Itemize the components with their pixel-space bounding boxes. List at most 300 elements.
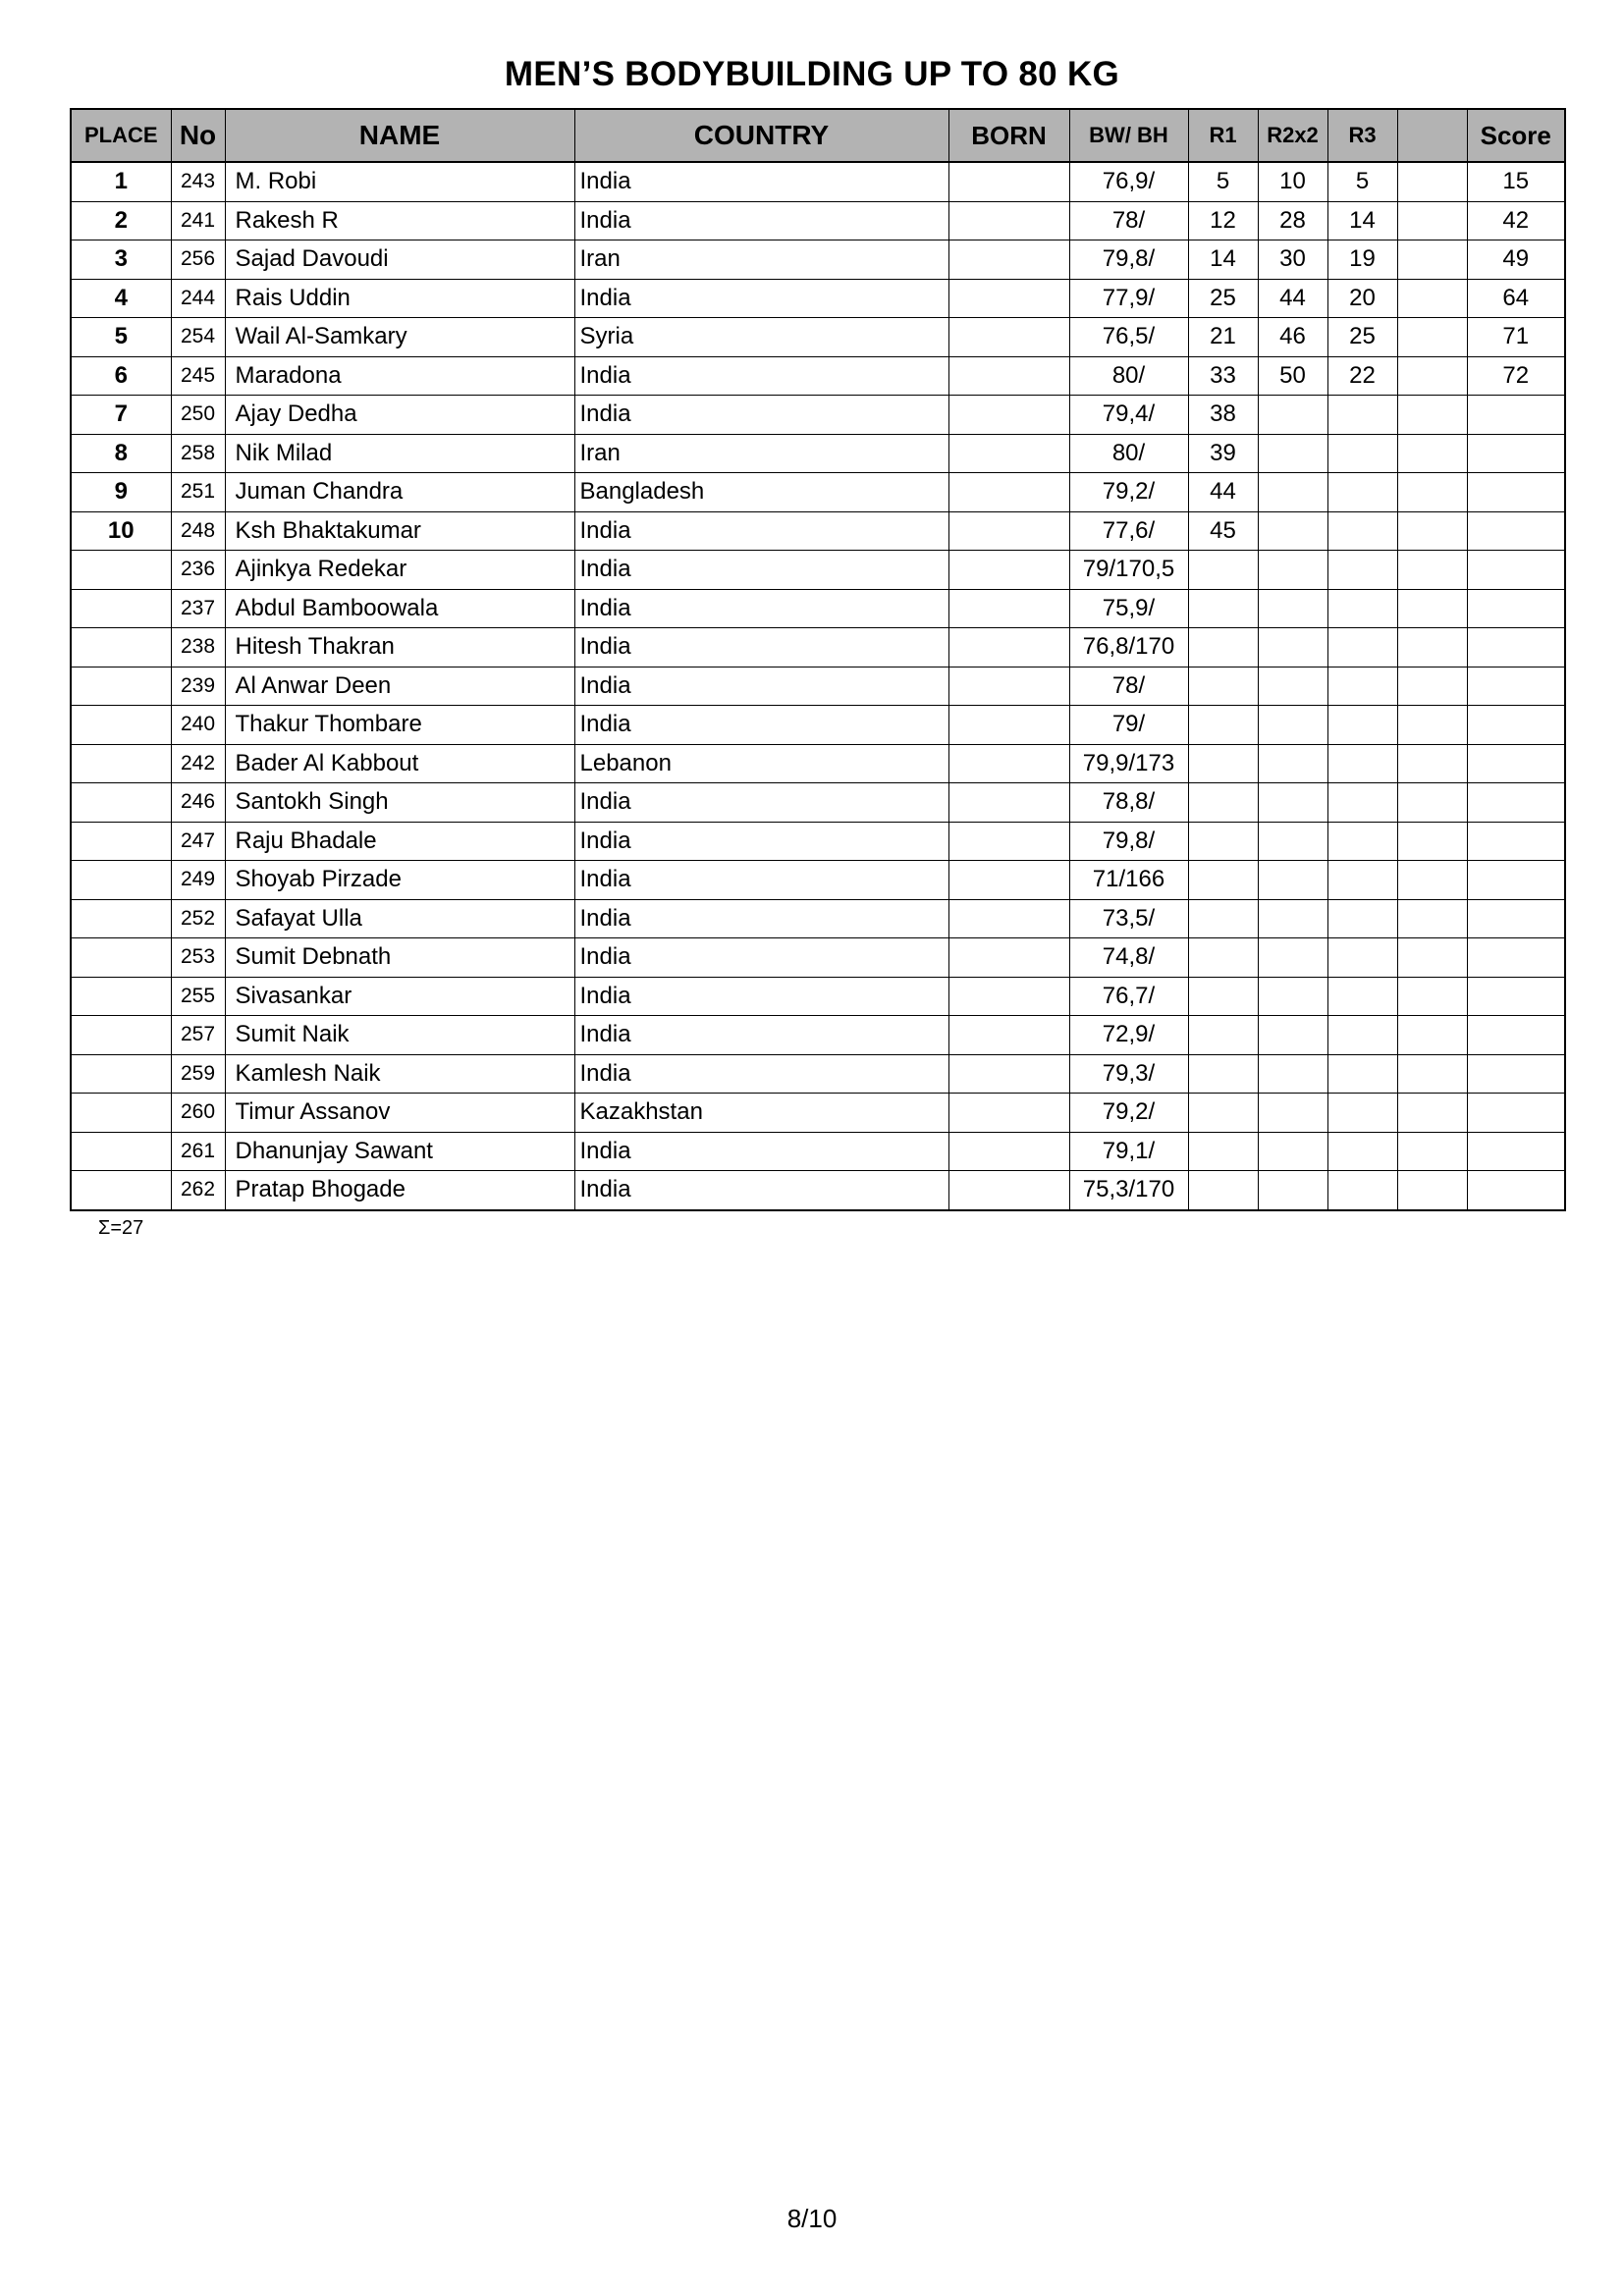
score-cell	[1467, 396, 1565, 435]
round3-cell	[1327, 938, 1397, 978]
blank-cell	[1397, 511, 1467, 551]
born-cell	[948, 1094, 1069, 1133]
blank-cell	[1397, 899, 1467, 938]
bodyweight-cell: 76,9/	[1069, 162, 1188, 201]
blank-cell	[1397, 356, 1467, 396]
born-cell	[948, 977, 1069, 1016]
bodyweight-cell: 79,2/	[1069, 1094, 1188, 1133]
born-cell	[948, 938, 1069, 978]
page-number: 8/10	[786, 2204, 838, 2233]
table-row	[71, 201, 1565, 240]
table-row	[71, 396, 1565, 435]
blank-cell	[1397, 318, 1467, 357]
bodyweight-cell: 71/166	[1069, 861, 1188, 900]
round1-cell: 14	[1188, 240, 1258, 280]
bodyweight-cell: 76,8/170	[1069, 628, 1188, 667]
place-cell: 2	[71, 201, 171, 240]
round3-cell	[1327, 511, 1397, 551]
country-cell: Lebanon	[574, 744, 948, 783]
bodyweight-cell: 73,5/	[1069, 899, 1188, 938]
score-cell	[1467, 744, 1565, 783]
bodyweight-cell: 78/	[1069, 667, 1188, 706]
name-cell: Juman Chandra	[225, 473, 574, 512]
born-cell	[948, 667, 1069, 706]
number-cell: 250	[171, 396, 225, 435]
round1-cell	[1188, 628, 1258, 667]
page-title: MEN’S BODYBUILDING UP TO 80 KG	[504, 55, 1120, 93]
number-cell: 244	[171, 279, 225, 318]
round3-cell: 20	[1327, 279, 1397, 318]
name-cell: Abdul Bamboowala	[225, 589, 574, 628]
column-header-name: NAME	[225, 109, 574, 162]
place-cell	[71, 1171, 171, 1210]
number-cell: 246	[171, 783, 225, 823]
round3-cell	[1327, 628, 1397, 667]
table-row	[71, 1094, 1565, 1133]
column-header-bw-bh: BW/ BH	[1069, 109, 1188, 162]
blank-cell	[1397, 1171, 1467, 1210]
name-cell: Timur Assanov	[225, 1094, 574, 1133]
name-cell: Bader Al Kabbout	[225, 744, 574, 783]
born-cell	[948, 1171, 1069, 1210]
table-row	[71, 1171, 1565, 1210]
bodyweight-cell: 78,8/	[1069, 783, 1188, 823]
country-cell: Iran	[574, 240, 948, 280]
round1-cell: 21	[1188, 318, 1258, 357]
header-row	[71, 109, 1565, 162]
table-row	[71, 938, 1565, 978]
table-row	[71, 551, 1565, 590]
born-cell	[948, 434, 1069, 473]
country-cell: India	[574, 356, 948, 396]
bodyweight-cell: 79,2/	[1069, 473, 1188, 512]
table-row	[71, 589, 1565, 628]
round2-cell: 46	[1258, 318, 1327, 357]
country-cell: India	[574, 628, 948, 667]
country-cell: India	[574, 279, 948, 318]
name-cell: Thakur Thombare	[225, 706, 574, 745]
table-row	[71, 1132, 1565, 1171]
number-cell: 257	[171, 1016, 225, 1055]
born-cell	[948, 396, 1069, 435]
round1-cell: 44	[1188, 473, 1258, 512]
blank-cell	[1397, 1054, 1467, 1094]
round2-cell	[1258, 473, 1327, 512]
blank-cell	[1397, 667, 1467, 706]
blank-cell	[1397, 279, 1467, 318]
round2-cell	[1258, 1016, 1327, 1055]
score-cell	[1467, 1054, 1565, 1094]
number-cell: 248	[171, 511, 225, 551]
table-body	[71, 162, 1565, 1210]
score-cell	[1467, 1171, 1565, 1210]
country-cell: India	[574, 1132, 948, 1171]
name-cell: Sumit Debnath	[225, 938, 574, 978]
table-row	[71, 473, 1565, 512]
place-cell	[71, 1094, 171, 1133]
name-cell: Al Anwar Deen	[225, 667, 574, 706]
blank-cell	[1397, 1094, 1467, 1133]
number-cell: 255	[171, 977, 225, 1016]
blank-cell	[1397, 783, 1467, 823]
name-cell: Nik Milad	[225, 434, 574, 473]
round3-cell	[1327, 1054, 1397, 1094]
table-header	[71, 109, 1565, 162]
place-cell: 5	[71, 318, 171, 357]
score-cell: 42	[1467, 201, 1565, 240]
country-cell: India	[574, 938, 948, 978]
number-cell: 247	[171, 822, 225, 861]
country-cell: India	[574, 977, 948, 1016]
number-cell: 238	[171, 628, 225, 667]
round1-cell: 39	[1188, 434, 1258, 473]
table-row	[71, 318, 1565, 357]
blank-cell	[1397, 977, 1467, 1016]
born-cell	[948, 162, 1069, 201]
place-cell	[71, 783, 171, 823]
round2-cell	[1258, 667, 1327, 706]
round1-cell: 33	[1188, 356, 1258, 396]
name-cell: Ksh Bhaktakumar	[225, 511, 574, 551]
round2-cell	[1258, 861, 1327, 900]
country-cell: India	[574, 511, 948, 551]
born-cell	[948, 201, 1069, 240]
column-header-blank	[1397, 109, 1467, 162]
blank-cell	[1397, 473, 1467, 512]
number-cell: 256	[171, 240, 225, 280]
country-cell: India	[574, 1016, 948, 1055]
place-cell	[71, 628, 171, 667]
name-cell: Maradona	[225, 356, 574, 396]
country-cell: India	[574, 822, 948, 861]
round1-cell	[1188, 1171, 1258, 1210]
name-cell: Safayat Ulla	[225, 899, 574, 938]
blank-cell	[1397, 240, 1467, 280]
round2-cell	[1258, 628, 1327, 667]
round1-cell: 5	[1188, 162, 1258, 201]
number-cell: 239	[171, 667, 225, 706]
blank-cell	[1397, 396, 1467, 435]
round1-cell	[1188, 1016, 1258, 1055]
round3-cell: 19	[1327, 240, 1397, 280]
born-cell	[948, 822, 1069, 861]
number-cell: 259	[171, 1054, 225, 1094]
table-row	[71, 162, 1565, 201]
blank-cell	[1397, 628, 1467, 667]
blank-cell	[1397, 1132, 1467, 1171]
round2-cell	[1258, 1094, 1327, 1133]
round1-cell	[1188, 1054, 1258, 1094]
round2-cell	[1258, 551, 1327, 590]
score-cell	[1467, 473, 1565, 512]
name-cell: Hitesh Thakran	[225, 628, 574, 667]
score-cell	[1467, 977, 1565, 1016]
name-cell: Ajinkya Redekar	[225, 551, 574, 590]
place-cell: 8	[71, 434, 171, 473]
country-cell: India	[574, 861, 948, 900]
round1-cell: 38	[1188, 396, 1258, 435]
born-cell	[948, 589, 1069, 628]
place-cell	[71, 1132, 171, 1171]
born-cell	[948, 861, 1069, 900]
bodyweight-cell: 75,9/	[1069, 589, 1188, 628]
bodyweight-cell: 79/	[1069, 706, 1188, 745]
column-header-r2x2: R2x2	[1258, 109, 1327, 162]
score-cell: 72	[1467, 356, 1565, 396]
score-cell	[1467, 783, 1565, 823]
bodyweight-cell: 76,5/	[1069, 318, 1188, 357]
bodyweight-cell: 79/170,5	[1069, 551, 1188, 590]
round1-cell	[1188, 861, 1258, 900]
table-row	[71, 706, 1565, 745]
name-cell: Ajay Dedha	[225, 396, 574, 435]
number-cell: 236	[171, 551, 225, 590]
number-cell: 242	[171, 744, 225, 783]
score-cell	[1467, 938, 1565, 978]
bodyweight-cell: 79,3/	[1069, 1054, 1188, 1094]
round2-cell	[1258, 1132, 1327, 1171]
table-row	[71, 861, 1565, 900]
column-header-country: COUNTRY	[574, 109, 948, 162]
number-cell: 243	[171, 162, 225, 201]
round1-cell: 45	[1188, 511, 1258, 551]
score-cell	[1467, 667, 1565, 706]
country-cell: India	[574, 589, 948, 628]
place-cell	[71, 551, 171, 590]
born-cell	[948, 279, 1069, 318]
bodyweight-cell: 79,8/	[1069, 822, 1188, 861]
place-cell	[71, 667, 171, 706]
round3-cell	[1327, 977, 1397, 1016]
score-cell	[1467, 551, 1565, 590]
score-cell	[1467, 899, 1565, 938]
number-cell: 261	[171, 1132, 225, 1171]
score-cell	[1467, 434, 1565, 473]
born-cell	[948, 899, 1069, 938]
round3-cell	[1327, 551, 1397, 590]
name-cell: Shoyab Pirzade	[225, 861, 574, 900]
bodyweight-cell: 79,4/	[1069, 396, 1188, 435]
round2-cell	[1258, 511, 1327, 551]
blank-cell	[1397, 201, 1467, 240]
round1-cell	[1188, 706, 1258, 745]
round2-cell	[1258, 1054, 1327, 1094]
number-cell: 254	[171, 318, 225, 357]
round3-cell: 22	[1327, 356, 1397, 396]
round1-cell	[1188, 822, 1258, 861]
blank-cell	[1397, 744, 1467, 783]
bodyweight-cell: 77,9/	[1069, 279, 1188, 318]
table-row	[71, 434, 1565, 473]
table-row	[71, 279, 1565, 318]
born-cell	[948, 473, 1069, 512]
round2-cell	[1258, 938, 1327, 978]
column-header-r1: R1	[1188, 109, 1258, 162]
round2-cell	[1258, 977, 1327, 1016]
round3-cell	[1327, 899, 1397, 938]
bodyweight-cell: 80/	[1069, 356, 1188, 396]
name-cell: M. Robi	[225, 162, 574, 201]
round2-cell	[1258, 1171, 1327, 1210]
column-header-score: Score	[1467, 109, 1565, 162]
round2-cell: 28	[1258, 201, 1327, 240]
number-cell: 249	[171, 861, 225, 900]
score-cell	[1467, 822, 1565, 861]
round1-cell	[1188, 1132, 1258, 1171]
score-cell: 49	[1467, 240, 1565, 280]
place-cell	[71, 589, 171, 628]
bodyweight-cell: 77,6/	[1069, 511, 1188, 551]
table-row	[71, 822, 1565, 861]
bodyweight-cell: 78/	[1069, 201, 1188, 240]
round1-cell	[1188, 783, 1258, 823]
place-cell	[71, 1054, 171, 1094]
number-cell: 258	[171, 434, 225, 473]
score-cell	[1467, 628, 1565, 667]
name-cell: Rakesh R	[225, 201, 574, 240]
round2-cell	[1258, 434, 1327, 473]
born-cell	[948, 628, 1069, 667]
country-cell: India	[574, 396, 948, 435]
round3-cell	[1327, 1171, 1397, 1210]
blank-cell	[1397, 551, 1467, 590]
blank-cell	[1397, 706, 1467, 745]
name-cell: Raju Bhadale	[225, 822, 574, 861]
place-cell	[71, 938, 171, 978]
number-cell: 245	[171, 356, 225, 396]
country-cell: India	[574, 899, 948, 938]
name-cell: Wail Al-Samkary	[225, 318, 574, 357]
round1-cell	[1188, 1094, 1258, 1133]
number-cell: 240	[171, 706, 225, 745]
round3-cell	[1327, 434, 1397, 473]
country-cell: India	[574, 706, 948, 745]
bodyweight-cell: 80/	[1069, 434, 1188, 473]
column-header-place: PLACE	[71, 109, 171, 162]
country-cell: Syria	[574, 318, 948, 357]
place-cell	[71, 899, 171, 938]
round3-cell	[1327, 822, 1397, 861]
round1-cell	[1188, 938, 1258, 978]
round2-cell	[1258, 899, 1327, 938]
round3-cell	[1327, 1016, 1397, 1055]
round2-cell: 44	[1258, 279, 1327, 318]
round1-cell	[1188, 551, 1258, 590]
born-cell	[948, 1016, 1069, 1055]
table-row	[71, 628, 1565, 667]
round1-cell	[1188, 667, 1258, 706]
round2-cell: 50	[1258, 356, 1327, 396]
born-cell	[948, 1132, 1069, 1171]
name-cell: Sumit Naik	[225, 1016, 574, 1055]
bodyweight-cell: 76,7/	[1069, 977, 1188, 1016]
score-cell: 64	[1467, 279, 1565, 318]
country-cell: India	[574, 783, 948, 823]
number-cell: 260	[171, 1094, 225, 1133]
country-cell: India	[574, 667, 948, 706]
round2-cell: 30	[1258, 240, 1327, 280]
number-cell: 251	[171, 473, 225, 512]
place-cell: 10	[71, 511, 171, 551]
place-cell: 3	[71, 240, 171, 280]
round2-cell	[1258, 396, 1327, 435]
country-cell: Iran	[574, 434, 948, 473]
name-cell: Pratap Bhogade	[225, 1171, 574, 1210]
place-cell: 7	[71, 396, 171, 435]
born-cell	[948, 1054, 1069, 1094]
round3-cell	[1327, 1132, 1397, 1171]
round3-cell	[1327, 861, 1397, 900]
table-row	[71, 1054, 1565, 1094]
number-cell: 237	[171, 589, 225, 628]
country-cell: Bangladesh	[574, 473, 948, 512]
score-cell	[1467, 1016, 1565, 1055]
name-cell: Sivasankar	[225, 977, 574, 1016]
number-cell: 262	[171, 1171, 225, 1210]
born-cell	[948, 783, 1069, 823]
round3-cell: 5	[1327, 162, 1397, 201]
place-cell: 6	[71, 356, 171, 396]
country-cell: Kazakhstan	[574, 1094, 948, 1133]
round1-cell	[1188, 977, 1258, 1016]
country-cell: India	[574, 162, 948, 201]
table-row	[71, 240, 1565, 280]
round3-cell	[1327, 744, 1397, 783]
round3-cell	[1327, 1094, 1397, 1133]
place-cell	[71, 1016, 171, 1055]
round3-cell	[1327, 473, 1397, 512]
born-cell	[948, 356, 1069, 396]
blank-cell	[1397, 938, 1467, 978]
round1-cell	[1188, 744, 1258, 783]
round3-cell	[1327, 667, 1397, 706]
score-cell: 15	[1467, 162, 1565, 201]
place-cell	[71, 744, 171, 783]
column-header-no: No	[171, 109, 225, 162]
name-cell: Rais Uddin	[225, 279, 574, 318]
place-cell	[71, 706, 171, 745]
bodyweight-cell: 79,1/	[1069, 1132, 1188, 1171]
name-cell: Kamlesh Naik	[225, 1054, 574, 1094]
table-row	[71, 356, 1565, 396]
bodyweight-cell: 74,8/	[1069, 938, 1188, 978]
table-row	[71, 977, 1565, 1016]
score-cell: 71	[1467, 318, 1565, 357]
round2-cell: 10	[1258, 162, 1327, 201]
table-row	[71, 667, 1565, 706]
table-row	[71, 1016, 1565, 1055]
results-table	[70, 108, 1566, 1211]
name-cell: Sajad Davoudi	[225, 240, 574, 280]
score-cell	[1467, 1094, 1565, 1133]
table-row	[71, 744, 1565, 783]
place-cell: 4	[71, 279, 171, 318]
number-cell: 253	[171, 938, 225, 978]
number-cell: 241	[171, 201, 225, 240]
round3-cell	[1327, 783, 1397, 823]
round1-cell	[1188, 589, 1258, 628]
bodyweight-cell: 75,3/170	[1069, 1171, 1188, 1210]
blank-cell	[1397, 434, 1467, 473]
bodyweight-cell: 72,9/	[1069, 1016, 1188, 1055]
score-cell	[1467, 589, 1565, 628]
country-cell: India	[574, 1171, 948, 1210]
round2-cell	[1258, 706, 1327, 745]
country-cell: India	[574, 1054, 948, 1094]
round3-cell	[1327, 589, 1397, 628]
born-cell	[948, 706, 1069, 745]
round2-cell	[1258, 783, 1327, 823]
